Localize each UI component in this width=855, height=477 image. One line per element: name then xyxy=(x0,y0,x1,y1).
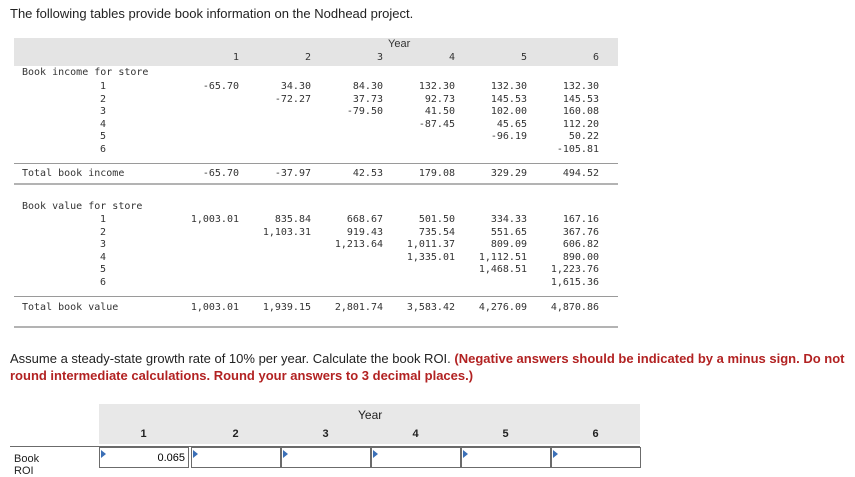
income-cell: -105.81 xyxy=(556,143,599,155)
income-cell: -87.45 xyxy=(418,118,455,130)
income-cell: -96.19 xyxy=(490,131,527,142)
value-cell: 1,103.31 xyxy=(262,226,311,238)
value-cell: 668.67 xyxy=(346,214,383,225)
answer-year-cell: 6 xyxy=(592,428,599,440)
value-cell: 735.54 xyxy=(418,226,455,238)
income-cell: -72.27 xyxy=(274,93,311,105)
value-cell: 367.76 xyxy=(562,226,599,238)
answer-year-cell: 4 xyxy=(412,428,419,440)
value-cell: 809.09 xyxy=(490,239,527,250)
income-cell: 37.73 xyxy=(352,93,383,105)
year-header-cell: 4 xyxy=(448,52,455,63)
store-label: 1 xyxy=(100,81,107,92)
total-income-label: Total book income xyxy=(22,168,125,179)
input-marker-icon xyxy=(463,450,468,458)
answer-year-label: Year xyxy=(358,408,383,422)
value-cell: 1,011.37 xyxy=(406,239,455,250)
total-income-cell: 329.29 xyxy=(490,168,527,179)
input-marker-icon xyxy=(101,450,106,458)
total-income-cell: -37.97 xyxy=(274,168,311,179)
book-roi-input[interactable] xyxy=(372,448,460,467)
income-cell: 112.20 xyxy=(562,118,599,130)
total-income-cell: 179.08 xyxy=(418,168,455,179)
instructions-required: (Negative answers should be indicated by a minus sign. Do not round intermediate calculations. Round your answers to 3 decimal places.) xyxy=(10,351,845,383)
income-cell: 45.65 xyxy=(496,118,527,130)
year-header-label: Year xyxy=(388,38,411,50)
income-cell: 132.30 xyxy=(490,81,527,92)
value-cell: 551.65 xyxy=(490,226,527,238)
input-marker-icon xyxy=(283,450,288,458)
total-income-cell: 42.53 xyxy=(352,168,383,179)
intro-text: The following tables provide book information on the Nodhead project. xyxy=(10,6,414,21)
book-roi-box xyxy=(551,447,641,468)
total-value-underline xyxy=(14,326,618,328)
store-label: 2 xyxy=(100,93,107,105)
total-value-rule xyxy=(14,296,618,297)
store-label: 3 xyxy=(100,106,107,117)
store-label: 5 xyxy=(100,264,107,275)
value-cell: 1,468.51 xyxy=(478,264,527,275)
value-cell: 606.82 xyxy=(562,239,599,250)
income-cell: 50.22 xyxy=(568,131,599,142)
income-cell: 160.08 xyxy=(562,106,599,117)
total-value-cell: 4,276.09 xyxy=(478,302,527,313)
instructions-main: Assume a steady-state growth rate of 10% per year. Calculate the book ROI. xyxy=(10,351,455,366)
store-label: 2 xyxy=(100,226,107,238)
income-cell: -65.70 xyxy=(202,81,239,92)
book-roi-box xyxy=(99,447,189,468)
total-value-label: Total book value xyxy=(22,302,119,313)
book-roi-input[interactable] xyxy=(100,448,188,467)
income-cell: 41.50 xyxy=(424,106,455,117)
income-cell: 84.30 xyxy=(352,81,383,92)
year-header-cell: 6 xyxy=(592,52,599,63)
income-cell: 132.30 xyxy=(418,81,455,92)
input-marker-icon xyxy=(553,450,558,458)
income-cell: -79.50 xyxy=(346,106,383,117)
store-label: 6 xyxy=(100,276,107,288)
store-label: 6 xyxy=(100,143,107,155)
value-cell: 1,335.01 xyxy=(406,251,455,263)
total-value-cell: 3,583.42 xyxy=(406,302,455,313)
total-income-cell: -65.70 xyxy=(202,168,239,179)
year-header-cell: 3 xyxy=(376,52,383,63)
book-roi-input[interactable] xyxy=(282,448,370,467)
answer-year-cell: 1 xyxy=(140,428,147,440)
value-cell: 1,003.01 xyxy=(190,214,239,225)
store-label: 1 xyxy=(100,214,107,225)
store-label: 5 xyxy=(100,131,107,142)
year-header-cell: 5 xyxy=(520,52,527,63)
total-income-underline xyxy=(14,183,618,185)
year-header-cell: 2 xyxy=(304,52,311,63)
value-cell: 890.00 xyxy=(562,251,599,263)
value-cell: 501.50 xyxy=(418,214,455,225)
income-cell: 34.30 xyxy=(280,81,311,92)
value-cell: 1,112.51 xyxy=(478,251,527,263)
income-cell: 132.30 xyxy=(562,81,599,92)
total-income-cell: 494.52 xyxy=(562,168,599,179)
value-cell: 167.16 xyxy=(562,214,599,225)
book-roi-input[interactable] xyxy=(552,448,640,467)
total-income-rule xyxy=(14,163,618,164)
book-roi-box xyxy=(371,447,461,468)
store-label: 4 xyxy=(100,118,107,130)
total-value-cell: 4,870.86 xyxy=(550,302,599,313)
value-cell: 1,223.76 xyxy=(550,264,599,275)
input-marker-icon xyxy=(373,450,378,458)
input-marker-icon xyxy=(193,450,198,458)
book-roi-box xyxy=(191,447,281,468)
book-roi-label: Book ROI xyxy=(14,453,40,477)
total-value-cell: 2,801.74 xyxy=(334,302,383,313)
answer-year-cell: 3 xyxy=(322,428,329,440)
value-cell: 919.43 xyxy=(346,226,383,238)
income-cell: 145.53 xyxy=(562,93,599,105)
value-cell: 1,213.64 xyxy=(334,239,383,250)
book-roi-input[interactable] xyxy=(462,448,550,467)
book-roi-box xyxy=(461,447,551,468)
income-section-title: Book income for store xyxy=(22,67,149,78)
total-value-cell: 1,003.01 xyxy=(190,302,239,313)
instructions xyxy=(10,350,850,384)
book-roi-box xyxy=(281,447,371,468)
year-header-cell: 1 xyxy=(232,52,239,63)
book-roi-input[interactable] xyxy=(192,448,280,467)
answer-year-cell: 2 xyxy=(232,428,239,440)
value-cell: 835.84 xyxy=(274,214,311,225)
income-cell: 102.00 xyxy=(490,106,527,117)
answer-year-cell: 5 xyxy=(502,428,509,440)
value-section-title: Book value for store xyxy=(22,201,143,212)
store-label: 4 xyxy=(100,251,107,263)
income-cell: 92.73 xyxy=(424,93,455,105)
value-cell: 334.33 xyxy=(490,214,527,225)
store-label: 3 xyxy=(100,239,107,250)
income-cell: 145.53 xyxy=(490,93,527,105)
total-value-cell: 1,939.15 xyxy=(262,302,311,313)
value-cell: 1,615.36 xyxy=(550,276,599,288)
